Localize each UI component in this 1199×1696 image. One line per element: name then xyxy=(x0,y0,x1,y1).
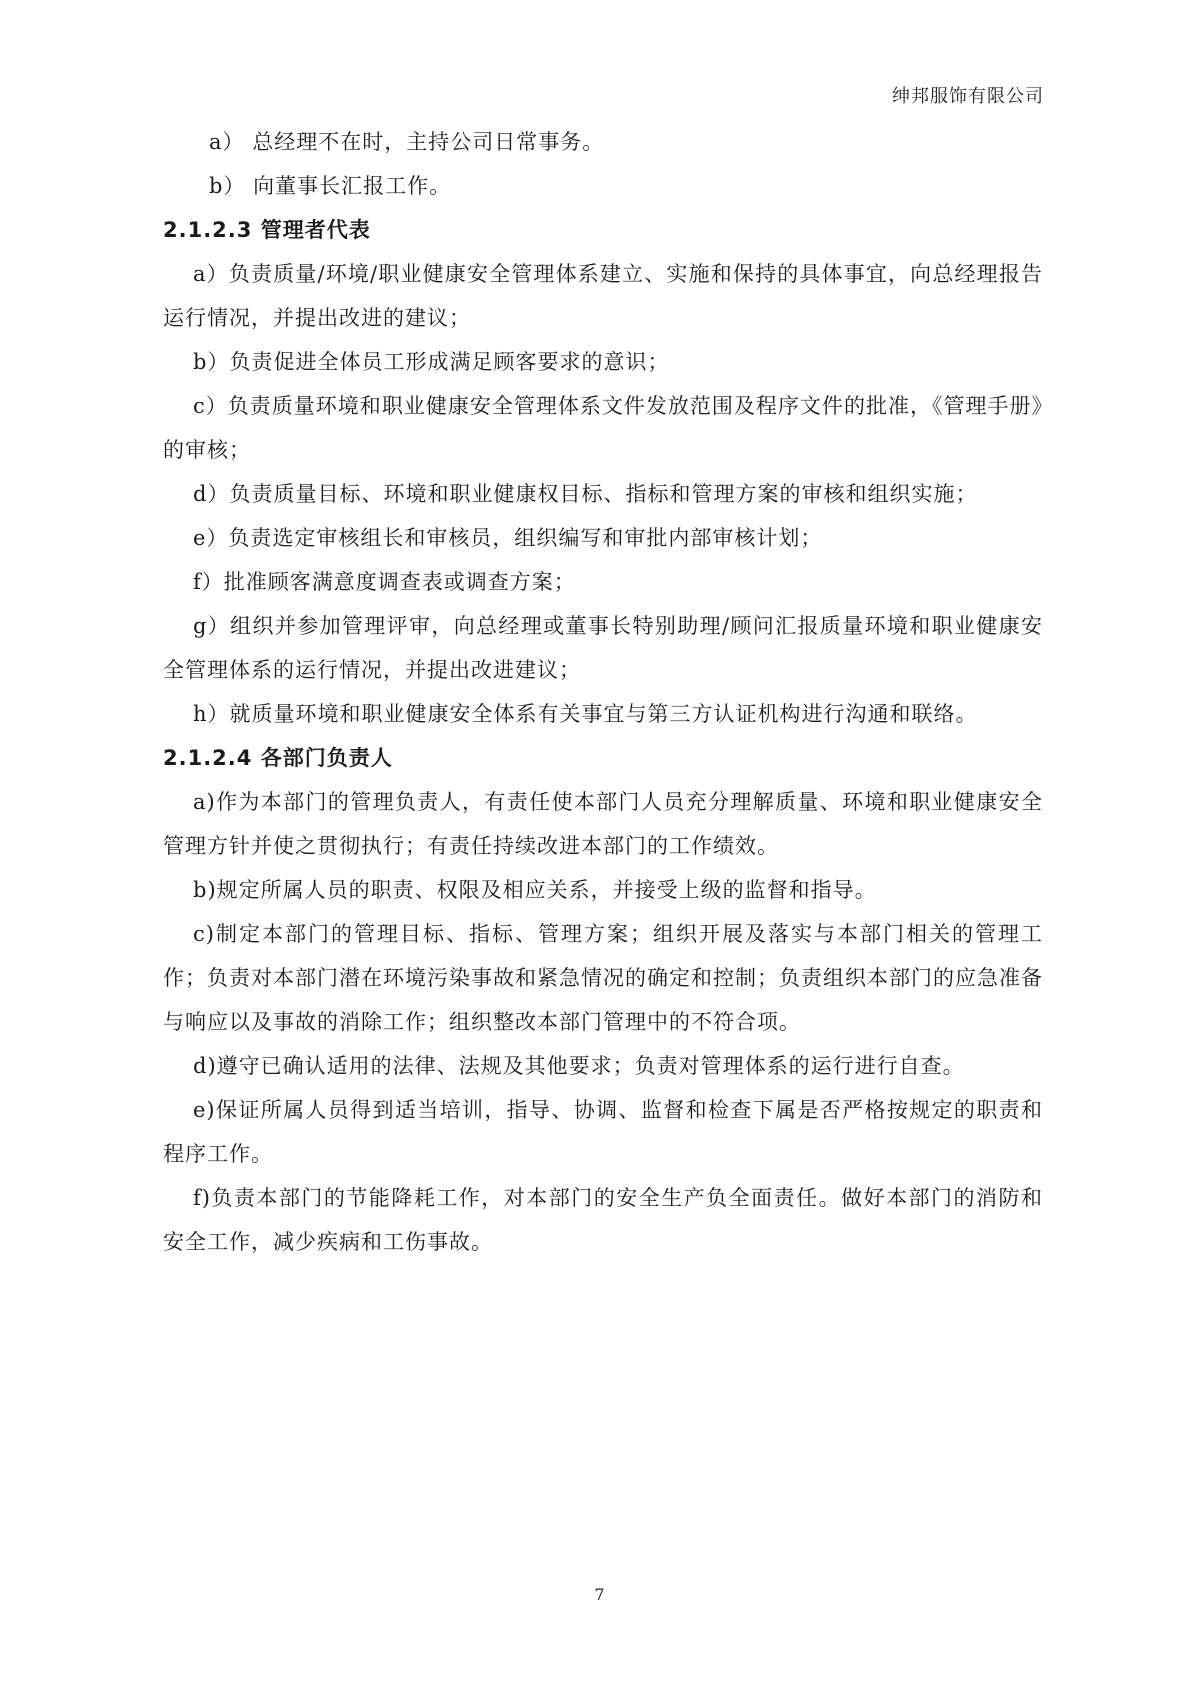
department-heads-item-a: a)作为本部门的管理负责人，有责任使本部门人员充分理解质量、环境和职业健康安全管理方针并使之贯彻执行；有责任持续改进本部门的工作绩效。 xyxy=(163,790,1043,858)
management-rep-item-h: h）就质量环境和职业健康安全体系有关事宜与第三方认证机构进行沟通和联络。 xyxy=(193,702,978,726)
department-heads-item-d: d)遵守已确认适用的法律、法规及其他要求；负责对管理体系的运行进行自查。 xyxy=(193,1054,965,1078)
document-body xyxy=(163,120,1043,1264)
department-heads-item-b: b)规定所属人员的职责、权限及相应关系，并接受上级的监督和指导。 xyxy=(193,878,877,902)
department-heads-item-e: e)保证所属人员得到适当培训，指导、协调、监督和检查下属是否严格按规定的职责和程序工作。 xyxy=(163,1098,1043,1166)
header-company-name: 绅邦服饰有限公司 xyxy=(892,86,1044,107)
intro-item-a: a） 总经理不在时，主持公司日常事务。 xyxy=(209,130,605,154)
management-rep-item-e: e）负责选定审核组长和审核员，组织编写和审批内部审核计划； xyxy=(193,526,823,550)
section-heading-management-rep: 2.1.2.3 管理者代表 xyxy=(163,218,371,242)
section-heading-department-heads: 2.1.2.4 各部门负责人 xyxy=(163,746,393,770)
management-rep-item-d: d）负责质量目标、环境和职业健康权目标、指标和管理方案的审核和组织实施； xyxy=(193,482,978,506)
intro-item-b: b） 向董事长汇报工作。 xyxy=(209,174,452,198)
department-heads-item-f: f)负责本部门的节能降耗工作，对本部门的安全生产负全面责任。做好本部门的消防和安全工作，减少疾病和工伤事故。 xyxy=(163,1186,1043,1254)
department-heads-item-c: c)制定本部门的管理目标、指标、管理方案；组织开展及落实与本部门相关的管理工作；负责对本部门潜在环境污染事故和紧急情况的确定和控制；负责组织本部门的应急准备与响应以及事故的消除工作；组织整改本部门管理中的不符合项。 xyxy=(163,922,1043,1034)
page-number: 7 xyxy=(594,1585,605,1604)
management-rep-item-g: g）组织并参加管理评审，向总经理或董事长特别助理/顾问汇报质量环境和职业健康安全管理体系的运行情况，并提出改进建议； xyxy=(163,614,1043,682)
management-rep-item-f: f）批准顾客满意度调查表或调查方案； xyxy=(193,570,576,594)
management-rep-item-a: a）负责质量/环境/职业健康安全管理体系建立、实施和保持的具体事宜，向总经理报告运行情况，并提出改进的建议； xyxy=(163,262,1043,330)
management-rep-item-b: b）负责促进全体员工形成满足顾客要求的意识； xyxy=(193,350,670,374)
management-rep-item-c: c）负责质量环境和职业健康安全管理体系文件发放范围及程序文件的批准，《管理手册》的审核； xyxy=(163,394,1043,462)
